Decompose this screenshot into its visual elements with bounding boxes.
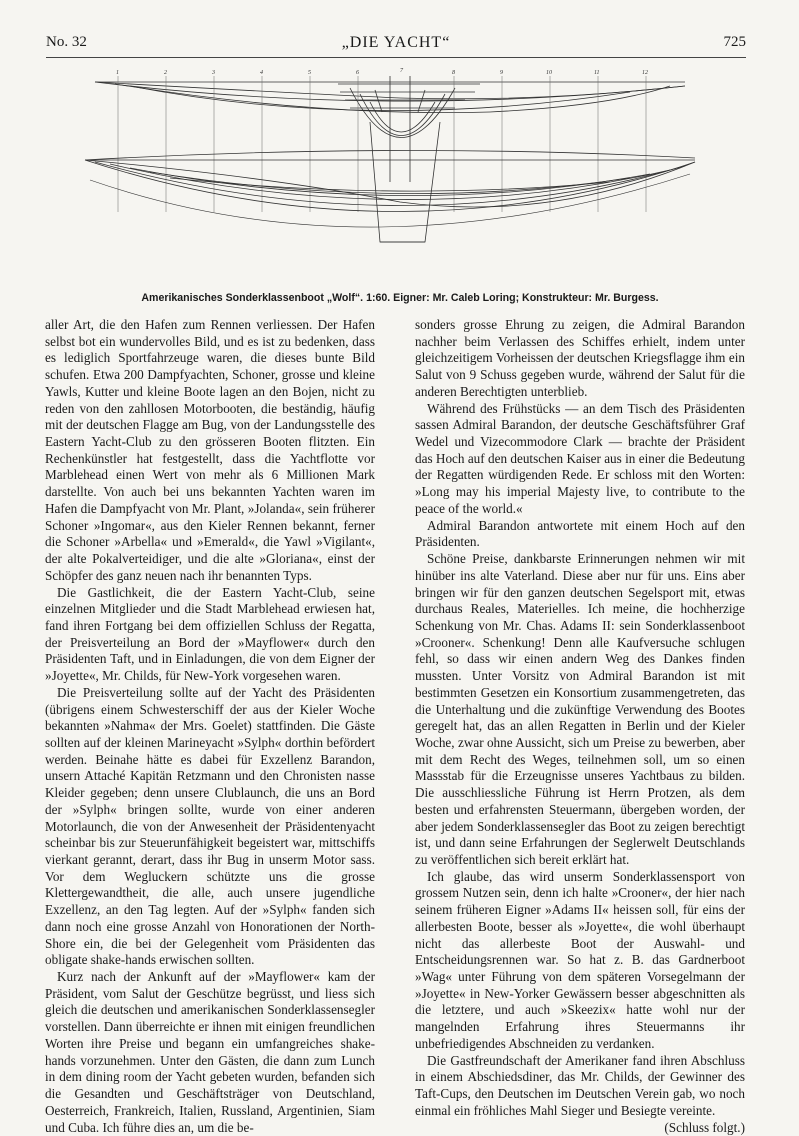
lines-plan-svg	[70, 62, 710, 287]
svg-text:2: 2	[164, 70, 167, 76]
svg-text:7: 7	[400, 68, 404, 74]
right-column	[415, 317, 745, 1136]
paragraph: Ich glaube, das wird unserm Sonderklassensport von grossem Nutzen sein, denn ich halte »Crooner«, der hier nach seinem früheren Eigner »Adams II« heissen soll, für eins der allerbesten Boote, besser als »Joyette«, die wohl überhaupt nicht das allerbeste Boot der Auswahl- und Entscheidungsrennen war. So hat z. B. das Gardnerboot »Wag« unter Führung von dem späteren Vorsegelmann der »Joyette« in New-Yorker Gewässern besser abgeschnitten als die letztere, und auch »Skeezix« hatte wohl nur der mangelnden Erfahrung ihres Steuermanns ihr unbefriedigendes Abschneiden zu verdanken.	[415, 869, 745, 1053]
to-be-continued: (Schluss folgt.)	[415, 1120, 745, 1136]
paragraph: Die Gastlichkeit, die der Eastern Yacht-Club, seine einzelnen Mitglieder und die Stadt Marblehead erwiesen hat, fand ihren Fortgang bei dem offiziellen Schluss der Regatta, der Preisverteilung an Bord der »Mayflower« durch den Präsidenten Taft, und in Einladungen, die von dem Eigner der »Joyette«, Mr. Childs, für New-York vorgesehen waren.	[45, 585, 375, 685]
journal-title: „DIE YACHT“	[46, 34, 746, 52]
svg-text:9: 9	[500, 70, 503, 76]
paragraph: sonders grosse Ehrung zu zeigen, die Admiral Barandon nachher beim Verlassen des Schiffes erhielt, indem unter gleichzeitigem Vorheissen der deutschen Kriegsflagge ihm ein Salut von 9 Schuss gegeben wurde, während der Salut für die anderen Berechtigten unterblieb.	[415, 317, 745, 401]
issue-number: No. 32	[46, 34, 87, 51]
figure-caption: Amerikanisches Sonderklassenboot „Wolf“. 1:60. Eigner: Mr. Caleb Loring; Konstrukteur: Mr. Burgess.	[40, 292, 760, 304]
svg-text:5: 5	[308, 70, 311, 76]
hull-lines-drawing	[70, 62, 710, 287]
svg-text:10: 10	[546, 70, 552, 76]
svg-text:1: 1	[116, 70, 119, 76]
left-column	[45, 317, 375, 1136]
svg-text:3: 3	[211, 70, 215, 76]
paragraph: Die Preisverteilung sollte auf der Yacht des Präsidenten (übrigens einem Schwesterschiff der aus der Kieler Woche bekannten »Nahma« der Mrs. Goelet) stattfinden. Die Gäste sollten auf der kleinen Marineyacht »Sylph« dorthin befördert werden. Beinahe hätte es dabei für Exzellenz Barandon, unsern Attaché Kapitän Retzmann und den Chronisten nasse Kleider gegeben; denn unsere Clublaunch, die uns an Bord der »Sylph« bringen sollte, wurde von einer anderen Motorlaunch, die von der Anwesenheit der Präsidentenyacht scheinbar bis zur Steuerunfähigkeit begeistert war, mittschiffs vierkant gerannt, derart, dass ihr Bug in unserm Motor sass. Vor dem Wegluckern schützte uns die grosse Klettergewandtheit, die alle, auch unsere jugendliche Exzellenz, an den Tag legten. Auf der »Sylph« fanden sich dann noch eine grosse Anzahl von Honorationen der North-Shore ein, die bei der Gelegenheit vom Präsidenten das obligate shake-hands erwischen sollten.	[45, 685, 375, 969]
svg-text:8: 8	[452, 70, 455, 76]
paragraph: Admiral Barandon antwortete mit einem Hoch auf den Präsidenten.	[415, 518, 745, 551]
paragraph: Schöne Preise, dankbarste Erinnerungen nehmen wir mit hinüber ins alte Vaterland. Diese aber nur für uns. Eins aber bringen wir für den ganzen deutschen Segelsport mit, etwas durchaus Reales, Materielles. Ich meine, die hochherzige Schenkung von Mr. Chas. Adams II: sein Sonderklassenboot »Crooner«. Schenkung! Denn alle Kaufversuche schlugen fehl, so dass wir einen andern Weg des Dankes finden mussten. Unter Vorsitz von Admiral Barandon ist mit bestimmten Gesetzen ein Konsortium zusammengetreten, das die Unterhaltung und die zukünftige Verwendung des Bootes geregelt hat, das an allen Regatten in Berlin und der Kieler Woche, zwar ohne Aussicht, sich um Preise zu bewerben, aber mit dem Recht des Weges, teilnehmen soll, um so einen Massstab für die Erzeugnisse unseres Yachtbaus zu bilden. Die ausschliessliche Führung ist Herrn Protzen, als dem besten und erfahrensten Steuermann, übergeben worden, der aber jedem Sonderklassensegler das Boot zu zeigen berechtigt ist, und dann seine Erfahrungen der Seglerwelt Deutschlands zu veröffentlichen sich bereit erklärt hat.	[415, 551, 745, 869]
paragraph: Während des Frühstücks — an dem Tisch des Präsidenten sassen Admiral Barandon, der deutsche Geschäftsführer Graf Wedel und Vizecommodore Clark — brachte der Präsident das Hoch auf den deutschen Kaiser aus in einer die Bedeutung der Regatten würdigenden Rede. Er schloss mit den Worten: »Long may his imperial Majesty live, to contribute to the peace of the world.«	[415, 401, 745, 518]
svg-text:6: 6	[356, 70, 359, 76]
paragraph: Kurz nach der Ankunft auf der »Mayflower« kam der Präsident, vom Salut der Geschütze begrüsst, und liess sich gleich die deutschen und amerikanischen Sonderklassensegler vorstellen. Dann überreichte er ihnen mit einigen freundlichen Worten ihre Preise und begann ein umfangreiches shake-hands vorzunehmen. Unter den Gästen, die dann zum Lunch in dem dining room der Yacht gebeten wurden, befanden sich die Gesandten und Geschäftsträger von Deutschland, Oesterreich, Frankreich, Italien, Russland, Argentinien, Siam und Cuba. Ich führe dies an, um die be-	[45, 969, 375, 1136]
page-header	[46, 34, 746, 56]
svg-text:4: 4	[260, 69, 263, 76]
page-number: 725	[724, 34, 747, 51]
svg-text:11: 11	[594, 70, 600, 76]
header-rule	[46, 57, 746, 58]
paragraph: Die Gastfreundschaft der Amerikaner fand ihren Abschluss in einem Abschiedsdiner, das Mr. Childs, der Gewinner des Taft-Cups, den Deutschen im Deutschen Verein gab, wo noch einmal ein fröhliches Mahl Sieger und Besiegte vereinte.	[415, 1053, 745, 1120]
paragraph: aller Art, die den Hafen zum Rennen verliessen. Der Hafen selbst bot ein wundervolles Bild, und es ist zu bedenken, dass es lediglich Sportfahrzeuge waren, die dieses bunte Bild schufen. Etwa 200 Dampfyachten, Schoner, grosse und kleine Yawls, Kutter und kleine Boote lagen an den Bojen, nicht zu reden von den zahllosen Motorbooten, die beständig, häufig mit der deutschen Flagge am Bug, von der Landungsstelle des Eastern Yacht-Club zu den grösseren Booten flitzten. Ein Rechenkünstler hat festgestellt, dass die Yachtflotte vor Marblehead einen Wert von mehr als 6 Millionen Mark darstellte. Von auch bei uns bekannten Yachten waren im Hafen die Dampfyacht von Mr. Plant, »Jolanda«, sein früherer Schoner »Ingomar«, aus den Kieler Rennen bekannt, ferner die Schoner »Arbella« und »Emerald«, die Yawl »Vigilant«, der alte Pokalverteidiger, und die alte »Gloriana«, einst der Schöpfer des ganz neuen nach ihr benannten Typs.	[45, 317, 375, 585]
svg-text:12: 12	[642, 70, 648, 76]
